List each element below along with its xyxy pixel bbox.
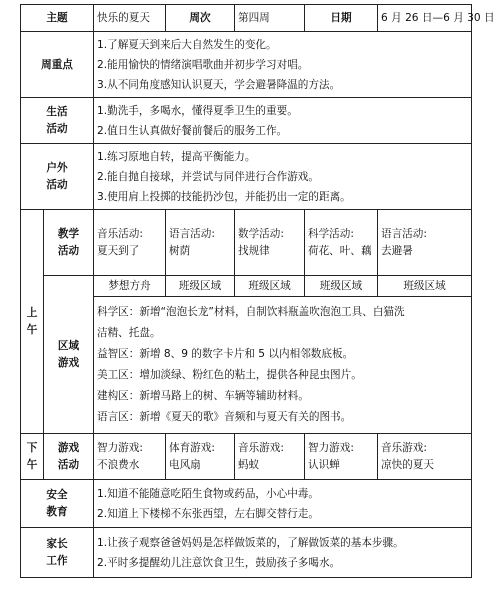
area-header-row — [21, 276, 472, 297]
safety-item: 1.知道不能随意吃陌生食物或药品，小心中毒。 — [97, 487, 319, 500]
teaching-cell: 数学活动: 找规律 — [235, 210, 305, 276]
focus-item: 3.从不同角度感知认识夏天，学会避暑降温的方法。 — [97, 78, 341, 91]
outdoor-row — [21, 144, 472, 210]
focus-item: 2.能用愉快的情绪演唱歌曲并初步学习对唱。 — [97, 58, 309, 71]
game-cell: 智力游戏: 不浪费水 — [94, 434, 166, 480]
teaching-cell: 语言活动: 树荫 — [166, 210, 235, 276]
life-label: 生活 活动 — [21, 98, 94, 144]
life-item: 1.勤洗手，多喝水，懂得夏季卫生的重要。 — [97, 104, 298, 117]
outdoor-item: 1.练习原地自转，提高平衡能力。 — [97, 150, 256, 163]
safety-content — [94, 480, 472, 528]
teaching-label: 教学 活动 — [44, 210, 94, 276]
area-line: 美工区：增加淡绿、粉红色的粘土，提供各种昆虫图片。 — [97, 369, 362, 381]
teaching-cell: 语言活动: 去避暑 — [378, 210, 472, 276]
area-line: 语言区：新增《夏天的歌》音频和与夏天有关的图书。 — [97, 411, 352, 423]
safety-row — [21, 480, 472, 528]
life-content — [94, 98, 472, 144]
area-header: 班级区域 — [305, 276, 378, 297]
morning-label: 上 午 — [21, 210, 44, 434]
theme-label: 主题 — [21, 5, 94, 32]
outdoor-content — [94, 144, 472, 210]
date-value: 6 月 26 日—6 月 30 日 — [378, 5, 472, 32]
week-label: 周次 — [166, 5, 235, 32]
safety-label: 安全 教育 — [21, 480, 94, 528]
focus-row — [21, 32, 472, 98]
game-cell: 体育游戏: 电风扇 — [166, 434, 235, 480]
week-value: 第四周 — [235, 5, 305, 32]
date-label: 日期 — [305, 5, 378, 32]
weekly-plan-table — [20, 4, 495, 578]
area-header: 班级区域 — [235, 276, 305, 297]
area-line: 建构区：新增马路上的树、车辆等辅助材料。 — [97, 390, 309, 402]
area-content — [94, 297, 472, 434]
area-header: 班级区域 — [166, 276, 235, 297]
focus-item: 1.了解夏天到来后大自然发生的变化。 — [97, 38, 277, 51]
games-label: 游戏 活动 — [44, 434, 94, 480]
area-line: 益智区：新增 8、9 的数字卡片和 5 以内相邻数底板。 — [97, 348, 354, 360]
focus-label: 周重点 — [21, 32, 94, 98]
safety-item: 2.知道上下楼梯不东张西望，左右脚交替行走。 — [97, 507, 319, 520]
life-row — [21, 98, 472, 144]
life-item: 2.值日生认真做好餐前餐后的服务工作。 — [97, 124, 288, 137]
game-cell: 音乐游戏: 凉快的夏天 — [378, 434, 472, 480]
game-cell: 音乐游戏: 蚂蚁 — [235, 434, 305, 480]
parents-content — [94, 528, 472, 578]
header-row — [21, 5, 472, 32]
outdoor-item: 3.使用肩上投掷的技能扔沙包，并能扔出一定的距离。 — [97, 190, 351, 203]
teaching-cell: 音乐活动: 夏天到了 — [94, 210, 166, 276]
teaching-row — [21, 210, 472, 276]
area-line: 洁精、托盘。 — [97, 327, 161, 339]
game-cell: 智力游戏: 认识蝉 — [305, 434, 378, 480]
afternoon-row — [21, 434, 472, 480]
teaching-cell: 科学活动: 荷花、叶、藕 — [305, 210, 378, 276]
area-header: 班级区域 — [378, 276, 472, 297]
afternoon-label: 下 午 — [21, 434, 44, 480]
parents-item: 2.平时多提醒幼儿注意饮食卫生，鼓励孩子多喝水。 — [97, 556, 341, 569]
outdoor-label: 户外 活动 — [21, 144, 94, 210]
area-label: 区域 游戏 — [44, 276, 94, 434]
theme-value: 快乐的夏天 — [94, 5, 166, 32]
focus-content — [94, 32, 472, 98]
area-header: 梦想方舟 — [94, 276, 166, 297]
parents-item: 1.让孩子观察爸爸妈妈是怎样做饭菜的，了解做饭菜的基本步骤。 — [97, 536, 404, 549]
area-line: 科学区：新增“泡泡长龙”材料，自制饮料瓶盖吹泡泡工具、白猫洗 — [97, 306, 405, 318]
parents-label: 家长 工作 — [21, 528, 94, 578]
parents-row — [21, 528, 472, 578]
outdoor-item: 2.能自抛自接球，并尝试与同伴进行合作游戏。 — [97, 170, 319, 183]
